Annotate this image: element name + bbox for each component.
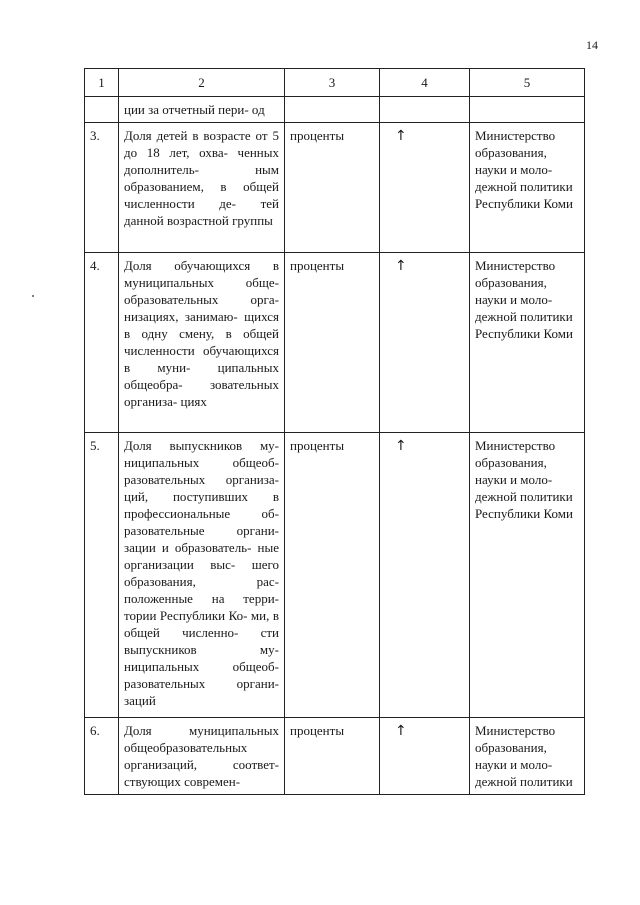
row-direction [380,433,470,718]
row-description: Доля обучающихся в муниципальных обще- образовательных орга- низациях, занимаю- щихся в одну смену, в общей численности обучающихся в муни- ципальных общеобра- зовательных организа- циях [119,253,285,433]
row-unit: проценты [285,253,380,433]
row-responsible: Министерство образования, науки и моло- дежной политики Республики Коми [470,123,585,253]
row-direction [380,253,470,433]
up-arrow-icon: ↑ [395,128,407,144]
row-responsible: Министерство образования, науки и моло- дежной политики [470,718,585,795]
up-arrow-icon: ↑ [395,723,407,739]
row-number [85,97,119,123]
row-description: Доля выпускников му- ниципальных общеоб- разовательных организа- ций, поступивших в профессиональные об- разовательные органи- зации и образователь- ные организации выс- шего образования, рас- положенные на терри- тории Республики Ко- ми, в общей численно- сти выпускников му- ниципальных общеоб- разовательных органи- заций [119,433,285,718]
row-number: 5. [85,433,119,718]
table-header-row [85,69,585,97]
row-number: 6. [85,718,119,795]
page-number: 14 [586,38,598,52]
row-description: Доля детей в возрасте от 5 до 18 лет, охва- ченных дополнитель- ным образованием, в общей численности де- тей данной возрастной группы [119,123,285,253]
row-direction [380,718,470,795]
table-row [85,433,585,718]
header-cell-1: 1 [85,69,119,97]
up-arrow-icon: ↑ [395,258,407,274]
table-row [85,97,585,123]
row-responsible: Министерство образования, науки и моло- дежной политики Республики Коми [470,253,585,433]
scan-speck [32,295,34,297]
row-unit: проценты [285,123,380,253]
row-number: 3. [85,123,119,253]
row-number: 4. [85,253,119,433]
header-cell-3: 3 [285,69,380,97]
table-row [85,253,585,433]
row-unit: проценты [285,433,380,718]
indicators-table [84,68,585,795]
header-cell-2: 2 [119,69,285,97]
row-responsible: Министерство образования, науки и моло- дежной политики Республики Коми [470,433,585,718]
row-description: ции за отчетный пери- од [119,97,285,123]
row-direction [380,123,470,253]
row-unit: проценты [285,718,380,795]
row-unit [285,97,380,123]
row-description: Доля муниципальных общеобразовательных организаций, соответ- ствующих современ- [119,718,285,795]
header-cell-5: 5 [470,69,585,97]
row-responsible [470,97,585,123]
table-row [85,718,585,795]
header-cell-4: 4 [380,69,470,97]
up-arrow-icon: ↑ [395,438,407,454]
row-direction [380,97,470,123]
table-row [85,123,585,253]
